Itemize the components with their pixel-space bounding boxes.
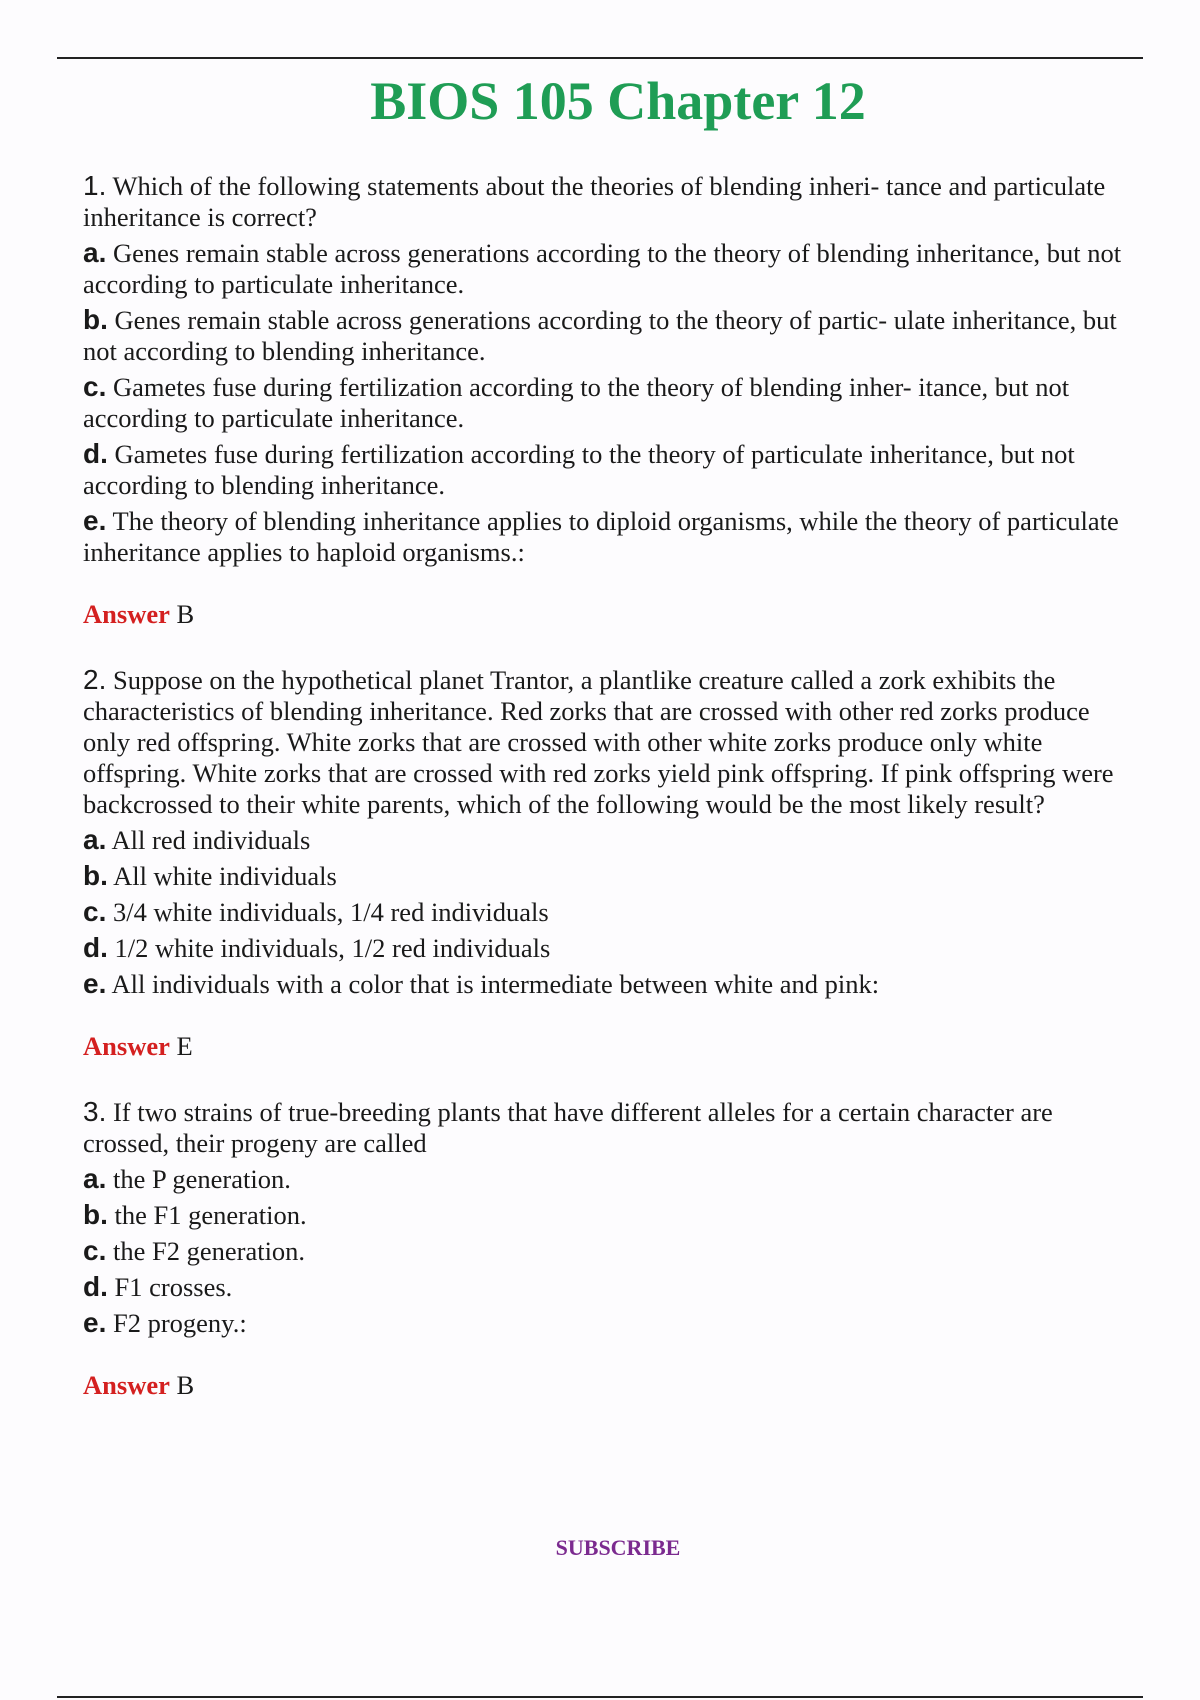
question-block [83,664,1143,1062]
subscribe-link[interactable]: SUBSCRIBE [555,1535,681,1560]
option-letter: c. [83,1235,107,1266]
option-letter: a. [83,1163,107,1194]
option-text: the P generation. [112,1164,291,1194]
option-letter: e. [83,1307,107,1338]
option-text: F1 crosses. [114,1272,233,1302]
answer-value: B [176,1370,195,1400]
option-text: 3/4 white individuals, 1/4 red individuals [112,897,549,927]
option [83,371,1143,434]
option [83,304,1143,367]
option [83,1271,1143,1303]
option-text: F2 progeny.: [112,1308,247,1338]
option [83,968,1143,1000]
question-block [83,1096,1143,1401]
option [83,438,1143,501]
option-letter: d. [83,438,108,469]
option-text: Genes remain stable across generations according to the theory of partic- ulate inheritance, but not according to blending inheritance. [83,305,1117,366]
option-letter: a. [83,237,107,268]
option-text: the F1 generation. [114,1200,307,1230]
answer-label: Answer [83,599,170,629]
option-letter: d. [83,1271,108,1302]
option [83,1199,1143,1231]
question-text: 2. Suppose on the hypothetical planet Trantor, a plantlike creature called a zork exhibits the characteristics of blending inheritance. Red zorks that are crossed with other red zorks produce only red offspring. White zorks that are crossed with other white zorks produce only white offspring. White zorks that are crossed with red zorks yield pink offspring. If pink offspring were backcrossed to their white parents, which of the following would be the most likely result? [83,664,1114,819]
question-number: 1. [83,170,107,201]
option-text: Gametes fuse during fertilization according to the theory of blending inher- itance, but not according to particulate inheritance. [83,372,1070,433]
question-text: 1. Which of the following statements about the theories of blending inheri- tance and particulate inheritance is correct? [83,170,1106,232]
option-letter: a. [83,824,107,855]
question-number: 2. [83,664,107,695]
bottom-divider [57,1696,1143,1698]
option [83,1163,1143,1195]
option-letter: b. [83,860,108,891]
question-number: 3. [83,1096,107,1127]
option [83,1235,1143,1267]
answer-label: Answer [83,1031,170,1061]
option-text: All individuals with a color that is intermediate between white and pink: [111,969,880,999]
option-letter: d. [83,932,108,963]
document-body [83,170,1143,1401]
option [83,824,1143,856]
answer-value: E [176,1031,193,1061]
question-text: 3. If two strains of true-breeding plants that have different alleles for a certain character are crossed, their progeny are called [83,1096,1053,1158]
option-letter: e. [83,968,107,999]
option-letter: b. [83,1199,108,1230]
option-text: 1/2 white individuals, 1/2 red individuals [114,933,551,963]
option-text: All white individuals [113,861,337,891]
option [83,237,1143,300]
top-divider [57,57,1143,59]
option [83,505,1143,568]
answer-line [83,599,1143,630]
option-text: All red individuals [111,825,311,855]
option-letter: e. [83,505,107,536]
option [83,932,1143,964]
document-title: BIOS 105 Chapter 12 [370,71,866,131]
option [83,860,1143,892]
option [83,1307,1143,1339]
option-letter: c. [83,371,107,402]
option [83,896,1143,928]
answer-label: Answer [83,1370,170,1400]
answer-line [83,1370,1143,1401]
option-text: the F2 generation. [112,1236,306,1266]
option-text: The theory of blending inheritance applies to diploid organisms, while the theory of particulate inheritance applies to haploid organisms.: [83,506,1119,567]
option-text: Gametes fuse during fertilization according to the theory of particulate inheritance, but not according to blending inheritance. [83,439,1075,500]
question-block [83,170,1143,630]
option-text: Genes remain stable across generations according to the theory of blending inheritance, but not according to particulate inheritance. [83,238,1122,299]
answer-value: B [176,599,195,629]
option-letter: c. [83,896,107,927]
option-letter: b. [83,304,108,335]
answer-line [83,1031,1143,1062]
